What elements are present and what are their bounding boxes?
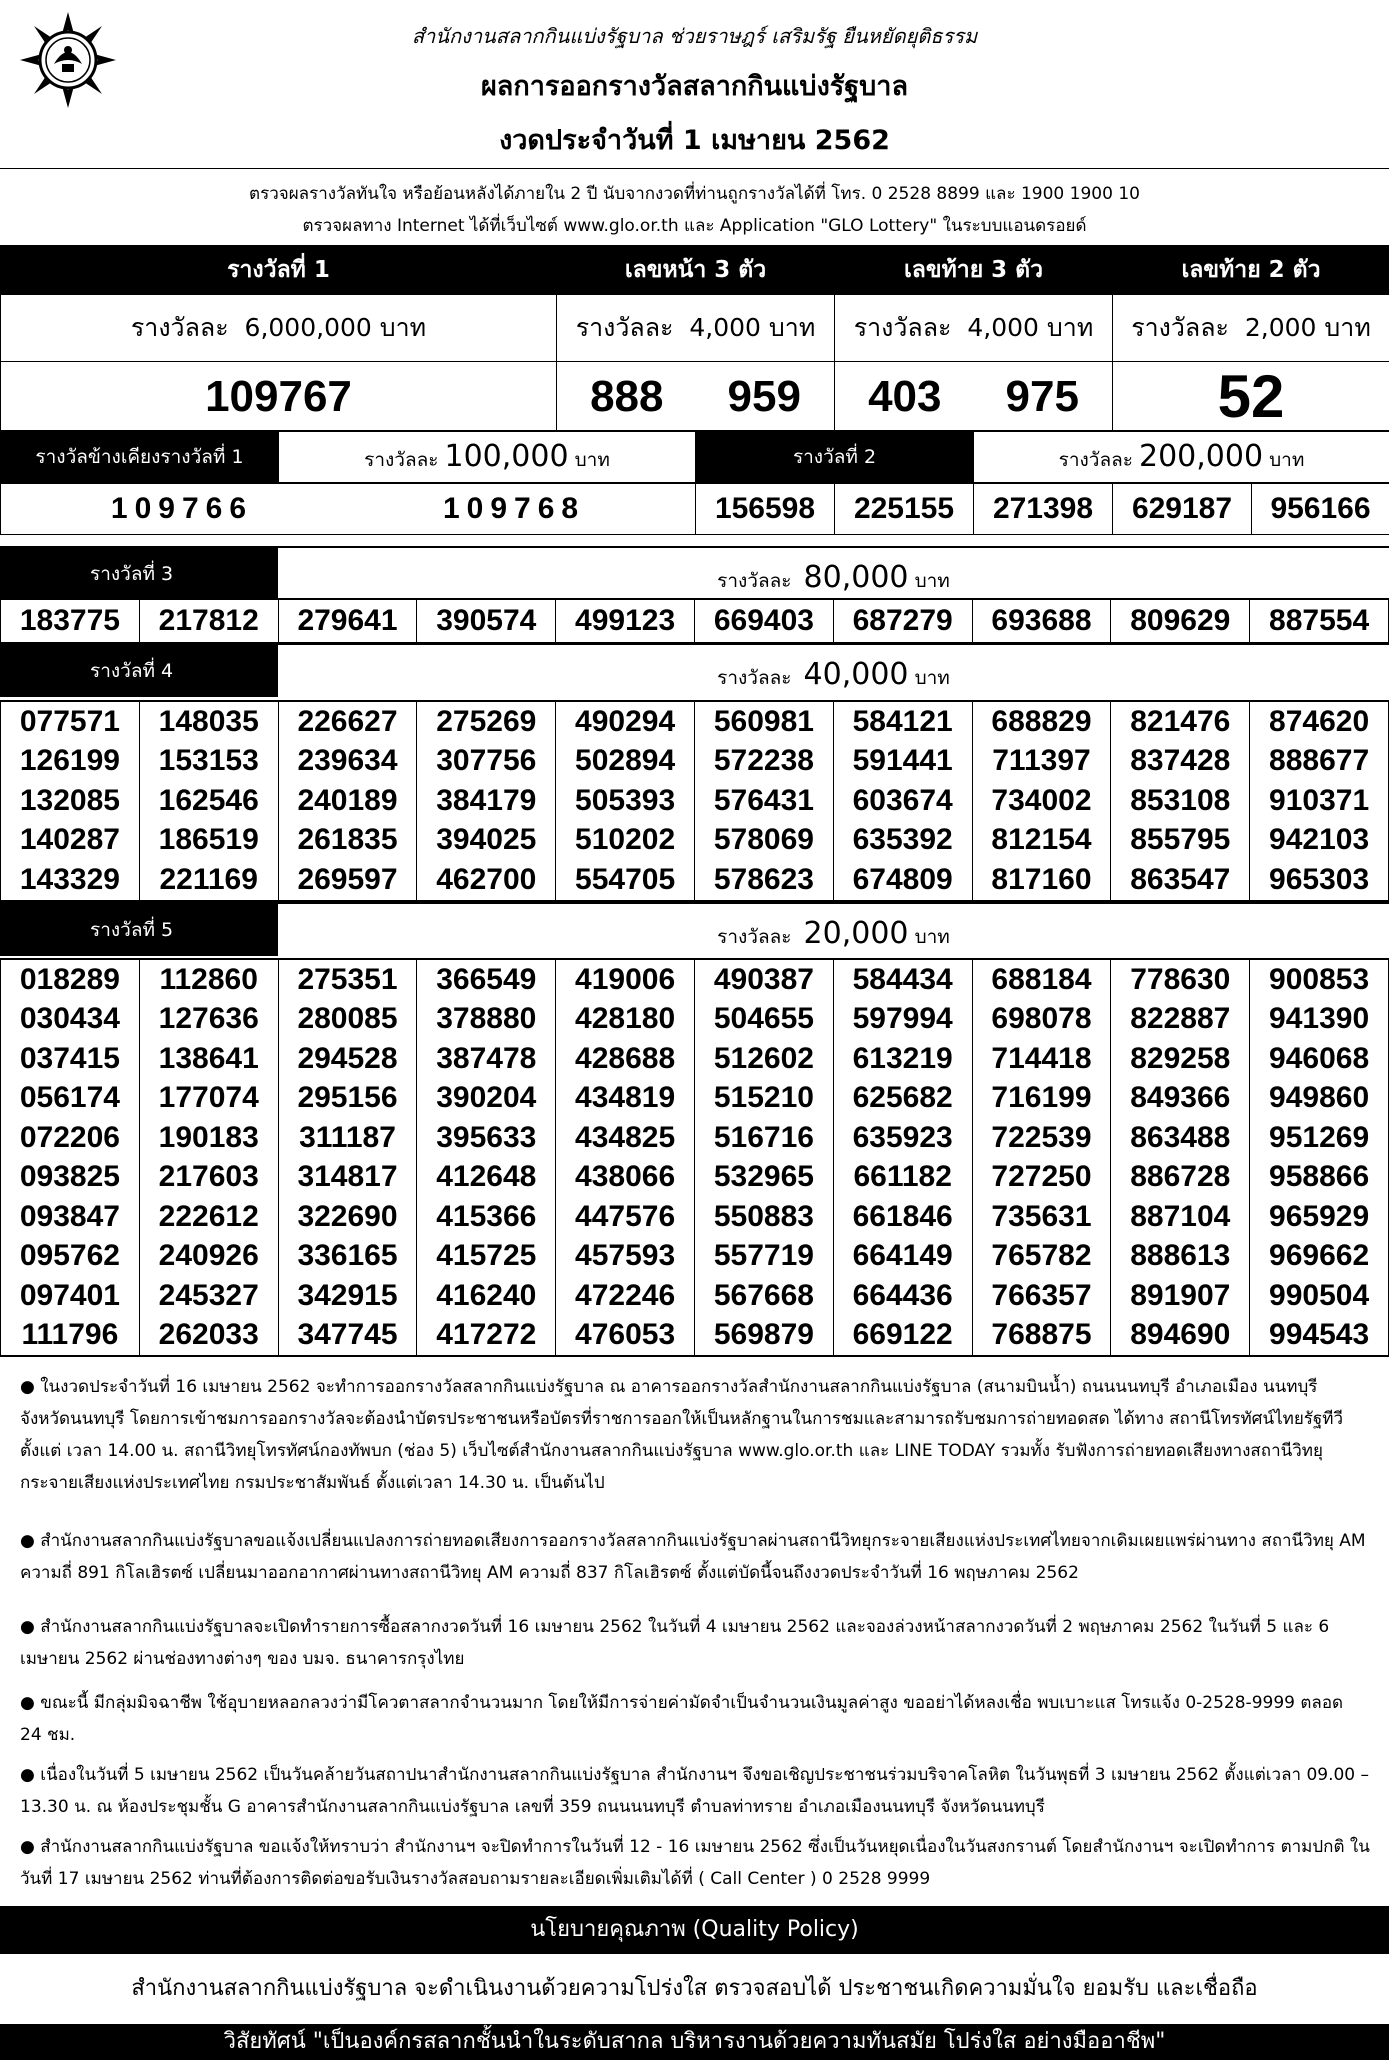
prize-number: 990504 (1250, 1276, 1389, 1316)
number-row (1, 599, 1389, 643)
prize-number: 416240 (417, 1276, 556, 1316)
third-prize-numbers (0, 598, 1389, 644)
amount-prefix: รางวัลละ (1058, 449, 1133, 471)
second-prize-number: 956166 (1252, 483, 1389, 535)
prize-number: 462700 (417, 860, 556, 901)
prize-number: 148035 (139, 701, 278, 742)
prize-number: 766357 (972, 1276, 1111, 1316)
prize-number: 669122 (833, 1316, 972, 1357)
vision-banner: วิสัยทัศน์ "เป็นองค์กรสลากชั้นนำในระดับสากล บริหารงานด้วยความทันสมัย โปร่งใส อย่างมืออาชีพ" (0, 2024, 1389, 2060)
fifth-prize-numbers (0, 958, 1389, 1357)
prize-number: 143329 (1, 860, 140, 901)
prize-number: 499123 (556, 599, 695, 643)
prize-number: 239634 (278, 742, 417, 782)
prize-number: 613219 (833, 1039, 972, 1079)
prize-number: 307756 (417, 742, 556, 782)
prize-number: 505393 (556, 781, 695, 821)
prize-number: 434819 (556, 1079, 695, 1119)
prize-number: 661846 (833, 1197, 972, 1237)
prize-number: 261835 (278, 821, 417, 861)
prize-number: 279641 (278, 599, 417, 643)
prize-number: 688829 (972, 701, 1111, 742)
near-first-numbers (1, 483, 696, 535)
page-title: ผลการออกรางวัลสลากกินแบ่งรัฐบาล (480, 71, 909, 102)
prize-number: 384179 (417, 781, 556, 821)
prize-number: 891907 (1111, 1276, 1250, 1316)
prize-number: 591441 (833, 742, 972, 782)
third-prize-header (0, 546, 1389, 600)
amount-prefix: รางวัลละ (717, 570, 792, 592)
fifth-prize-amount (278, 904, 1389, 956)
prize-number: 037415 (1, 1039, 140, 1079)
last3-number: 403 (868, 371, 942, 421)
amount-prefix: รางวัลละ (717, 667, 792, 689)
prize-number: 095762 (1, 1237, 140, 1277)
front3-amount (557, 295, 835, 362)
near-first-amount (279, 431, 696, 484)
amount-value: 20,000 (803, 916, 909, 951)
prize-number: 994543 (1250, 1316, 1389, 1357)
prize-number: 837428 (1111, 742, 1250, 782)
prize-number: 434825 (556, 1118, 695, 1158)
announcements (0, 1355, 1389, 1907)
amount-unit: บาท (768, 313, 816, 342)
prize-number: 417272 (417, 1316, 556, 1357)
amount-value: 200,000 (1138, 439, 1264, 474)
prize-number: 958866 (1250, 1158, 1389, 1198)
amount-prefix: รางวัลละ (717, 926, 792, 948)
prize-number: 532965 (694, 1158, 833, 1198)
prize-number: 687279 (833, 599, 972, 643)
prize-number: 578069 (694, 821, 833, 861)
prize-number: 635923 (833, 1118, 972, 1158)
third-prize-amount (278, 548, 1389, 600)
prize-number: 822887 (1111, 1000, 1250, 1040)
prize-number: 951269 (1250, 1118, 1389, 1158)
fourth-prize-label (0, 645, 278, 697)
prize-number: 336165 (278, 1237, 417, 1277)
prize-number: 138641 (139, 1039, 278, 1079)
prize-number: 829258 (1111, 1039, 1250, 1079)
prize-number: 097401 (1, 1276, 140, 1316)
prize-number: 664436 (833, 1276, 972, 1316)
number-row (1, 1158, 1389, 1198)
top-prizes-table (0, 245, 1389, 432)
number-row (1, 1316, 1389, 1357)
prize-number: 888677 (1250, 742, 1389, 782)
prize-number: 018289 (1, 959, 140, 1000)
number-row (1, 781, 1389, 821)
prize-number: 226627 (278, 701, 417, 742)
prize-number: 584121 (833, 701, 972, 742)
prize-number: 716199 (972, 1079, 1111, 1119)
prize-number: 900853 (1250, 959, 1389, 1000)
label-text: รางวัลที่ 4 (90, 660, 174, 682)
prize-number: 342915 (278, 1276, 417, 1316)
prize-number: 965929 (1250, 1197, 1389, 1237)
third-prize-label (0, 548, 278, 600)
prize-number: 821476 (1111, 701, 1250, 742)
prize-number: 140287 (1, 821, 140, 861)
prize-number: 162546 (139, 781, 278, 821)
prize-number: 221169 (139, 860, 278, 901)
prize-number: 153153 (139, 742, 278, 782)
near-and-second-prize-table (0, 430, 1389, 484)
prize-number: 294528 (278, 1039, 417, 1079)
prize-number: 572238 (694, 742, 833, 782)
prize-number: 576431 (694, 781, 833, 821)
number-row (1, 1197, 1389, 1237)
prize-number: 557719 (694, 1237, 833, 1277)
prize-number: 735631 (972, 1197, 1111, 1237)
announcement-item: ● ในงวดประจำวันที่ 16 เมษายน 2562 จะทำการออกรางวัลสลากกินแบ่งรัฐบาล ณ อาคารออกรางวัลสำนักงานสลากกินแบ่งรัฐบาล (สนามบินน้ำ) ถนนนนทบุรี อำเภอเมือง นนทบุรี จังหวัดนนทบุรี โดยการเข้าชมการออกรางวัลจะต้องนำบัตรประชาชนหรือบัตรที่ราชการออกให้เป็นหลักฐานในการชมและสามารถรับชมการถ่ายทอดสด ได้ทาง สถานีโทรทัศน์ไทยรัฐทีวี ตั้งแต่ เวลา 14.00 น. สถานีวิทยุโทรทัศน์กองทัพบก (ช่อง 5) เว็บไซต์สำนักงานสลากกินแบ่งรัฐบาล www.glo.or.th และ LINE TODAY รวมทั้ง รับฟังการถ่ายทอดเสียงทางสถานีวิทยุกระจายเสียงแห่งประเทศไทย กรมประชาสัมพันธ์ ตั้งแต่เวลา 14.30 น. เป็นต้นไป (20, 1377, 1344, 1493)
last2-amount (1113, 295, 1389, 362)
prize-number: 502894 (556, 742, 695, 782)
prize-number: 245327 (139, 1276, 278, 1316)
prize-number: 855795 (1111, 821, 1250, 861)
number-row (1, 701, 1389, 742)
prize-number: 311187 (278, 1118, 417, 1158)
prize-number: 567668 (694, 1276, 833, 1316)
first-prize-amount (1, 295, 557, 362)
announcement-item: ● เนื่องในวันที่ 5 เมษายน 2562 เป็นวันคล้ายวันสถาปนาสำนักงานสลากกินแบ่งรัฐบาล สำนักงานฯ จึงขอเชิญประชาชนร่วมบริจาคโลหิต ในวันพุธที่ 3 เมษายน 2562 ตั้งแต่เวลา 09.00 – 13.30 น. ณ ห้องประชุมชั้น G อาคารสำนักงานสลากกินแบ่งรัฐบาล เลขที่ 359 ถนนนนทบุรี ตำบลท่าทราย อำเภอเมืองนนทบุรี จังหวัดนนทบุรี (20, 1765, 1370, 1817)
prize-number: 217603 (139, 1158, 278, 1198)
prize-number: 512602 (694, 1039, 833, 1079)
prize-number: 812154 (972, 821, 1111, 861)
prize-number: 949860 (1250, 1079, 1389, 1119)
number-row (1, 1237, 1389, 1277)
prize-number: 428180 (556, 1000, 695, 1040)
prize-number: 132085 (1, 781, 140, 821)
prize-number: 727250 (972, 1158, 1111, 1198)
prize-number: 269597 (278, 860, 417, 901)
prize-number: 177074 (139, 1079, 278, 1119)
prize-number: 504655 (694, 1000, 833, 1040)
prize-number: 030434 (1, 1000, 140, 1040)
front3-numbers (557, 362, 835, 432)
prize-number: 186519 (139, 821, 278, 861)
prize-number: 240926 (139, 1237, 278, 1277)
last3-number: 975 (1005, 371, 1079, 421)
prize-number: 072206 (1, 1118, 140, 1158)
amount-unit: บาท (914, 570, 950, 592)
amount-value: 2,000 (1244, 313, 1317, 342)
amount-value: 80,000 (803, 560, 909, 595)
prize-number: 910371 (1250, 781, 1389, 821)
prize-number: 093825 (1, 1158, 140, 1198)
prize-number: 778630 (1111, 959, 1250, 1000)
prize-number: 472246 (556, 1276, 695, 1316)
second-prize-label: รางวัลที่ 2 (696, 431, 974, 484)
amount-value: 40,000 (803, 657, 909, 692)
prize-number: 395633 (417, 1118, 556, 1158)
amount-prefix: รางวัลละ (575, 313, 674, 342)
org-motto: สำนักงานสลากกินแบ่งรัฐบาล ช่วยราษฎร์ เสริมรัฐ ยืนหยัดยุติธรรม (411, 24, 978, 48)
second-prize-number: 629187 (1113, 483, 1252, 535)
prize-number: 886728 (1111, 1158, 1250, 1198)
prize-number: 874620 (1250, 701, 1389, 742)
prize-number: 510202 (556, 821, 695, 861)
prize-number: 849366 (1111, 1079, 1250, 1119)
prize-number: 863488 (1111, 1118, 1250, 1158)
prize-number: 674809 (833, 860, 972, 901)
last3-numbers (835, 362, 1113, 432)
first-prize-number: 109767 (1, 362, 557, 432)
number-row (1, 1079, 1389, 1119)
amount-prefix: รางวัลละ (364, 449, 439, 471)
amount-unit: บาท (1269, 449, 1305, 471)
prize-number: 664149 (833, 1237, 972, 1277)
announcement-item: ● สำนักงานสลากกินแบ่งรัฐบาล ขอแจ้งให้ทราบว่า สำนักงานฯ จะปิดทำการในวันที่ 12 - 16 เมษายน 2562 ซึ่งเป็นวันหยุดเนื่องในวันสงกรานต์ โดยสำนักงานฯ จะเปิดทำการ ตามปกติ ในวันที่ 17 เมษายน 2562 ท่านที่ต้องการติดต่อขอรับเงินรางวัลสอบถามรายละเอียดเพิ่มเติมได้ที่ ( Call Center ) 0 2528 9999 (20, 1837, 1370, 1889)
number-row (1, 959, 1389, 1000)
prize-number: 768875 (972, 1316, 1111, 1357)
prize-number: 428688 (556, 1039, 695, 1079)
front3-number: 959 (727, 371, 801, 421)
prize-number: 669403 (694, 599, 833, 643)
mission-statement: สำนักงานสลากกินแบ่งรัฐบาล จะดำเนินงานด้วยความโปร่งใส ตรวจสอบได้ ประชาชนเกิดความมั่นใจ ยอมรับ และเชื่อถือ (131, 1976, 1258, 2001)
prize-number: 693688 (972, 599, 1111, 643)
prize-number: 390204 (417, 1079, 556, 1119)
prize-number: 378880 (417, 1000, 556, 1040)
prize-number: 093847 (1, 1197, 140, 1237)
number-row (1, 1000, 1389, 1040)
amount-unit: บาท (574, 449, 610, 471)
prize-number: 457593 (556, 1237, 695, 1277)
prize-number: 387478 (417, 1039, 556, 1079)
last2-number: 52 (1113, 362, 1389, 432)
fifth-prize-label (0, 904, 278, 956)
number-row (1, 821, 1389, 861)
fourth-prize-numbers (0, 700, 1389, 902)
prize-number: 419006 (556, 959, 695, 1000)
last3-amount (835, 295, 1113, 362)
number-row (1, 1276, 1389, 1316)
prize-number: 635392 (833, 821, 972, 861)
second-prize-amount (974, 431, 1389, 484)
announcement-item: ● ขณะนี้ มีกลุ่มมิจฉาชีพ ใช้อุบายหลอกลวงว่ามีโควตาสลากจำนวนมาก โดยให้มีการจ่ายค่ามัดจำเป็นจำนวนเงินมูลค่าสูง ขออย่าได้หลงเชื่อ พบเบาะแส โทรแจ้ง 0-2528-9999 ตลอด 24 ชม. (20, 1693, 1344, 1745)
prize-number: 941390 (1250, 1000, 1389, 1040)
second-prize-number: 156598 (696, 483, 835, 535)
number-row (1, 860, 1389, 901)
prize-number: 863547 (1111, 860, 1250, 901)
fifth-prize-header (0, 902, 1389, 956)
second-prize-number: 271398 (974, 483, 1113, 535)
amount-value: 4,000 (967, 313, 1039, 342)
last2-label: เลขท้าย 2 ตัว (1113, 246, 1389, 295)
fourth-prize-amount (278, 645, 1389, 697)
number-row (1, 742, 1389, 782)
prize-number: 275351 (278, 959, 417, 1000)
prize-number: 969662 (1250, 1237, 1389, 1277)
label-text: รางวัลที่ 3 (90, 563, 174, 585)
fourth-prize-header (0, 643, 1389, 697)
prize-number: 190183 (139, 1118, 278, 1158)
prize-number: 853108 (1111, 781, 1250, 821)
draw-date: งวดประจำวันที่ 1 เมษายน 2562 (499, 125, 890, 156)
announcement-item: ● สำนักงานสลากกินแบ่งรัฐบาลขอแจ้งเปลี่ยนแปลงการถ่ายทอดเสียงการออกรางวัลสลากกินแบ่งรัฐบาลผ่านสถานีวิทยุกระจายเสียงแห่งประเทศไทยจากเดิมเผยแพร่ผ่านทาง สถานีวิทยุ AM ความถี่ 891 กิโลเฮิรตซ์ เปลี่ยนมาออกอากาศผ่านทางสถานีวิทยุ AM ความถี่ 837 กิโลเฮิรตซ์ ตั้งแต่บัดนี้จนถึงงวดประจำวันที่ 16 พฤษภาคม 2562 (20, 1531, 1366, 1583)
prize-number: 817160 (972, 860, 1111, 901)
prize-number: 217812 (139, 599, 278, 643)
amount-prefix: รางวัลละ (853, 313, 952, 342)
prize-number: 183775 (1, 599, 140, 643)
prize-number: 394025 (417, 821, 556, 861)
prize-number: 347745 (278, 1316, 417, 1357)
prize-number: 390574 (417, 599, 556, 643)
prize-number: 554705 (556, 860, 695, 901)
prize-number: 111796 (1, 1316, 140, 1357)
prize-number: 490294 (556, 701, 695, 742)
prize-number: 597994 (833, 1000, 972, 1040)
prize-number: 894690 (1111, 1316, 1250, 1357)
prize-number: 222612 (139, 1197, 278, 1237)
prize-number: 946068 (1250, 1039, 1389, 1079)
prize-number: 127636 (139, 1000, 278, 1040)
prize-number: 661182 (833, 1158, 972, 1198)
header (0, 0, 1389, 247)
prize-number: 584434 (833, 959, 972, 1000)
prize-number: 077571 (1, 701, 140, 742)
amount-unit: บาท (1046, 313, 1094, 342)
prize-number: 490387 (694, 959, 833, 1000)
prize-number: 415725 (417, 1237, 556, 1277)
number-row (1, 1118, 1389, 1158)
prize-number: 415366 (417, 1197, 556, 1237)
prize-number: 476053 (556, 1316, 695, 1357)
prize-number: 056174 (1, 1079, 140, 1119)
prize-number: 560981 (694, 701, 833, 742)
prize-number: 887104 (1111, 1197, 1250, 1237)
prize-number: 569879 (694, 1316, 833, 1357)
amount-unit: บาท (379, 313, 427, 342)
prize-number: 275269 (417, 701, 556, 742)
prize-number: 550883 (694, 1197, 833, 1237)
near-first-number: 109768 (443, 491, 586, 525)
amount-unit: บาท (914, 926, 950, 948)
prize-number: 112860 (139, 959, 278, 1000)
prize-number: 714418 (972, 1039, 1111, 1079)
prize-number: 262033 (139, 1316, 278, 1357)
amount-unit: บาท (914, 667, 950, 689)
amount-prefix: รางวัลละ (130, 313, 229, 342)
prize-number: 126199 (1, 742, 140, 782)
prize-number: 809629 (1111, 599, 1250, 643)
prize-number: 603674 (833, 781, 972, 821)
header-divider (0, 168, 1389, 169)
prize-number: 625682 (833, 1079, 972, 1119)
first-prize-label: รางวัลที่ 1 (1, 246, 557, 295)
near-first-label: รางวัลข้างเคียงรางวัลที่ 1 (1, 431, 279, 484)
prize-number: 734002 (972, 781, 1111, 821)
prize-number: 722539 (972, 1118, 1111, 1158)
amount-prefix: รางวัลละ (1131, 313, 1229, 342)
amount-unit: บาท (1324, 313, 1371, 342)
info-line-phone: ตรวจผลรางวัลทันใจ หรือย้อนหลังได้ภายใน 2 ปี นับจากงวดที่ท่านถูกรางวัลได้ที่ โทร. 0 2528 8899 และ 1900 1900 10 (249, 184, 1140, 204)
prize-number: 515210 (694, 1079, 833, 1119)
front3-number: 888 (590, 371, 664, 421)
prize-number: 578623 (694, 860, 833, 901)
prize-number: 516716 (694, 1118, 833, 1158)
prize-number: 295156 (278, 1079, 417, 1119)
near-and-second-numbers (0, 482, 1389, 535)
amount-value: 4,000 (689, 313, 761, 342)
prize-number: 942103 (1250, 821, 1389, 861)
near-first-number: 109766 (110, 491, 253, 525)
prize-number: 765782 (972, 1237, 1111, 1277)
prize-number: 438066 (556, 1158, 695, 1198)
prize-number: 888613 (1111, 1237, 1250, 1277)
second-prize-number: 225155 (835, 483, 974, 535)
amount-value: 6,000,000 (244, 313, 372, 342)
prize-number: 965303 (1250, 860, 1389, 901)
info-line-internet: ตรวจผลทาง Internet ได้ที่เว็บไซต์ www.glo.or.th และ Application "GLO Lottery" ในระบบแอนดรอยด์ (302, 216, 1087, 236)
prize-number: 240189 (278, 781, 417, 821)
prize-number: 698078 (972, 1000, 1111, 1040)
prize-number: 688184 (972, 959, 1111, 1000)
prize-number: 412648 (417, 1158, 556, 1198)
quality-policy-banner: นโยบายคุณภาพ (Quality Policy) (0, 1906, 1389, 1954)
announcement-item: ● สำนักงานสลากกินแบ่งรัฐบาลจะเปิดทำรายการซื้อสลากงวดวันที่ 16 เมษายน 2562 ในวันที่ 4 เมษายน 2562 และจองล่วงหน้าสลากงวดวันที่ 2 พฤษภาคม 2562 ในวันที่ 5 และ 6 เมษายน 2562 ผ่านช่องทางต่างๆ ของ บมจ. ธนาคารกรุงไทย (20, 1617, 1330, 1669)
number-row (1, 1039, 1389, 1079)
front3-label: เลขหน้า 3 ตัว (557, 246, 835, 295)
amount-value: 100,000 (444, 439, 569, 474)
prize-number: 366549 (417, 959, 556, 1000)
prize-number: 280085 (278, 1000, 417, 1040)
prize-number: 447576 (556, 1197, 695, 1237)
prize-number: 887554 (1250, 599, 1389, 643)
prize-number: 322690 (278, 1197, 417, 1237)
prize-number: 711397 (972, 742, 1111, 782)
prize-number: 314817 (278, 1158, 417, 1198)
label-text: รางวัลที่ 5 (90, 919, 174, 941)
last3-label: เลขท้าย 3 ตัว (835, 246, 1113, 295)
